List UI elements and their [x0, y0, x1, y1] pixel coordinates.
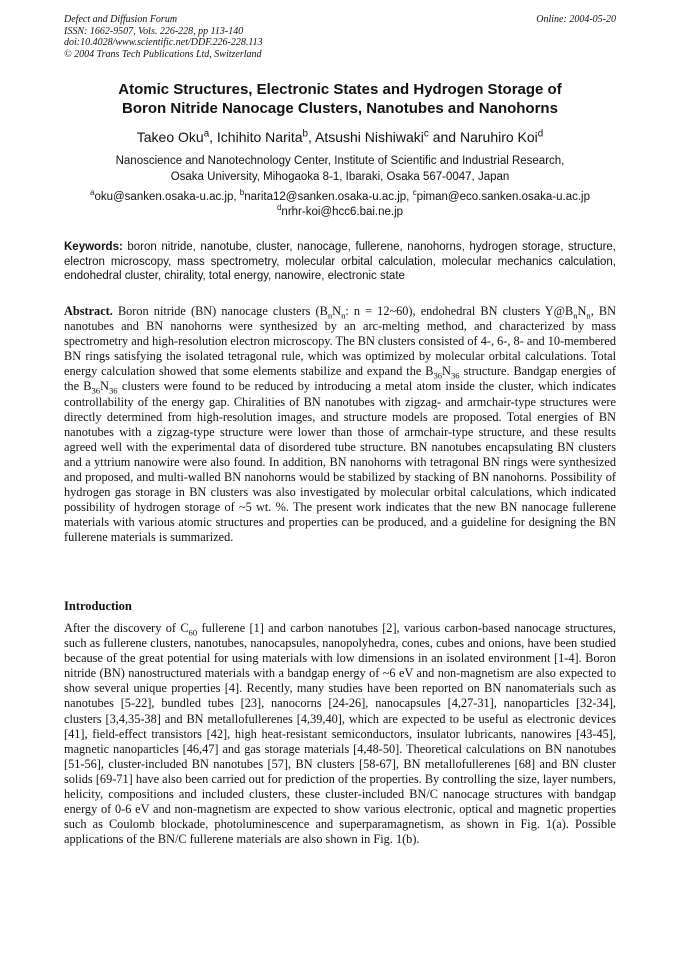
author-affil-mark: b	[302, 128, 308, 140]
abstract-text: structure. Bandgap energies of the B	[64, 364, 616, 394]
author-name: Ichihito Narita	[216, 129, 303, 145]
subscript: n	[586, 310, 591, 321]
abstract-text: Boron nitride (BN) nanocage clusters (B	[117, 304, 328, 318]
email-line-2	[64, 202, 616, 220]
keywords-label: Keywords:	[64, 241, 123, 253]
email-line-1	[64, 190, 616, 205]
subscript: 60	[188, 627, 198, 638]
author-name: Atsushi Nishiwaki	[314, 129, 424, 145]
issn-line: ISSN: 1662-9507, Vols. 226-228, pp 113-140	[64, 25, 244, 37]
affiliation-line-2: Osaka University, Mihogaoka 8-1, Ibaraki, Osaka 567-0047, Japan	[170, 170, 510, 183]
online-date: Online: 2004-05-20	[536, 14, 616, 25]
author-conjunction: and	[432, 129, 457, 145]
subscript: 36	[109, 385, 118, 396]
abstract-text: : n = 12~60), endohedral BN clusters Y@B	[345, 304, 574, 318]
email-address[interactable]: oku@sanken.osaka-u.ac.jp,	[94, 191, 237, 203]
copyright-line: © 2004 Trans Tech Publications Ltd, Switzerland	[64, 48, 262, 60]
keywords-text: boron nitride, nanotube, cluster, nanocage, fullerene, nanohorns, hydrogen storage, structure, electron microscopy, mass spectrometry, molecular orbital calculation, molecular mechanics calculation, endohedral cluster, chirality, total energy, nanowire, electronic state	[64, 241, 616, 282]
title-line-1: Atomic Structures, Electronic States and Hydrogen Storage of	[118, 81, 562, 98]
author-name: Takeo Oku	[136, 129, 204, 145]
paper-title	[64, 80, 616, 118]
subscript: n	[327, 310, 333, 321]
title-line-2: Boron Nitride Nanocage Clusters, Nanotubes and Nanohorns	[122, 100, 558, 117]
email-mark: d	[276, 202, 282, 212]
subscript: 36	[433, 370, 443, 381]
email-mark: b	[239, 188, 245, 198]
abstract-label: Abstract.	[64, 304, 113, 318]
abstract-text: clusters were found to be reduced by introducing a metal atom inside the cluster, which indicates controllability of the energy gap. Chiralities of BN nanotubes with zigzag- and armchair-type structures were directly determined from high-resolution images, and structure models are proposed. Total energies of BN nanotubes with a zigzag-type structure were lower than those of armchair-type structure, and these results agreed well with the experimental data of disordered tube structure. BN nanotubes encapsulating BN clusters and a yttrium nanowire were also found. In addition, BN nanohorns with tetragonal BN rings were synthesized and proposed, and multi-walled BN nanohorns would be stabilized by stacking of BN nanohorns. Possibility of hydrogen gas storage in BN clusters was also investigated by molecular orbital calculations, which indicated possibility of hydrogen storage of ~5 wt. %. The present work indicates that the new BN nanocage fullerene materials with various atomic structures and properties can be produced, and a guideline for designing the BN fullerene materials is summarized.	[64, 379, 616, 545]
intro-text: fullerene [1] and carbon nanotubes [2], various carbon-based nanocage structures, such as fullerene clusters, nanotubes, nanocapsules, nanopolyhedra, cones, cubes and onions, have been studied because of the great potential for using materials with low dimensions in an isolated environment [1-4]. Boron nitride (BN) nanostructured materials with a bandgap energy of ~6 eV and non-magnetism are also expected to show several unique properties [4]. Recently, many studies have been reported on BN nanomaterials such as nanotubes [5-22], bundled tubes [23], nanocorns [24-26], nanocapsules [4,27-31], nanoparticles [32-34], clusters [3,4,35-38] and BN metallofullerenes [4,39,40], which are expected to be useful as electronic devices [41], field-effect transistors [42], high heat-resistant semiconductors, insulator lubricants, nanowires [43-45], magnetic nanoparticles [46,47] and gas storage materials [4,48-50]. Theoretical calculations on BN nanotubes [51-56], cluster-included BN nanotubes [57], BN clusters [58-67], BN metallofullerenes [68] and BN cluster solids [69-71] have also been carried out for prediction of the properties. By controlling the size, layer numbers, helicity, compositions and included clusters, these cluster-included BN/C nanocage structures with bandgap energy of 0-6 eV and non-magnetism are expected to show various electronic, optical and magnetic properties such as Coulomb blockade, photoluminescence and superparamagnetism, as shown in Fig. 1(a). Possible applications of the BN/C fullerene materials are also shown in Fig. 1(b).	[64, 621, 616, 847]
author-affil-mark: a	[203, 128, 210, 140]
abstract-text: N	[577, 304, 587, 318]
journal-header	[64, 14, 616, 60]
affiliation	[64, 154, 616, 185]
author-name: Naruhiro Koi	[459, 129, 538, 145]
abstract-text: N	[442, 364, 451, 379]
author-list: Takeo Oku$^a$, Ichihito Narita$^b$, Atsushi Nishiwaki$^c$ and Naruhiro Koi$^d$	[136, 128, 544, 145]
journal-name: Defect and Diffusion Forum	[64, 14, 178, 25]
abstract	[64, 304, 616, 546]
subscript: 36	[91, 385, 101, 396]
doi-line: doi:10.4028/www.scientific.net/DDF.226-228.113	[64, 37, 263, 49]
abstract-text: , BN nanotubes and BN nanohorns were synthesized by an arc-melting method, and characterized by mass spectrometry and high-resolution electron microscopy. The BN clusters consisted of 4-, 6-, 8- and 10-membered BN rings satisfying the isolated tetragonal rule, which was optimized by molecular orbital calculations. Total energy calculation showed that some elements stabilize and expand the B	[64, 304, 616, 379]
email-address[interactable]: piman@eco.sanken.osaka-u.ac.jp	[416, 191, 591, 203]
section-heading-introduction: Introduction	[64, 599, 132, 613]
subscript: n	[573, 310, 578, 321]
abstract-text: N	[332, 304, 342, 318]
affiliation-line-1: Nanoscience and Nanotechnology Center, Institute of Scientific and Industrial Research,	[115, 155, 565, 167]
intro-text: After the discovery of C	[64, 621, 189, 635]
author-affil-mark: d	[537, 128, 544, 140]
email-mark: c	[412, 188, 417, 198]
email-address[interactable]: nrhr-koi@hcc6.bai.ne.jp	[281, 205, 404, 218]
author-affil-mark: c	[423, 128, 429, 140]
keywords	[64, 240, 616, 284]
subscript: n	[341, 310, 346, 321]
introduction-paragraph	[64, 621, 616, 847]
subscript: 36	[450, 370, 460, 381]
email-list	[64, 190, 616, 219]
email-mark: a	[89, 188, 95, 198]
abstract-text: N	[100, 379, 109, 394]
email-address[interactable]: narita12@sanken.osaka-u.ac.jp,	[244, 191, 410, 203]
